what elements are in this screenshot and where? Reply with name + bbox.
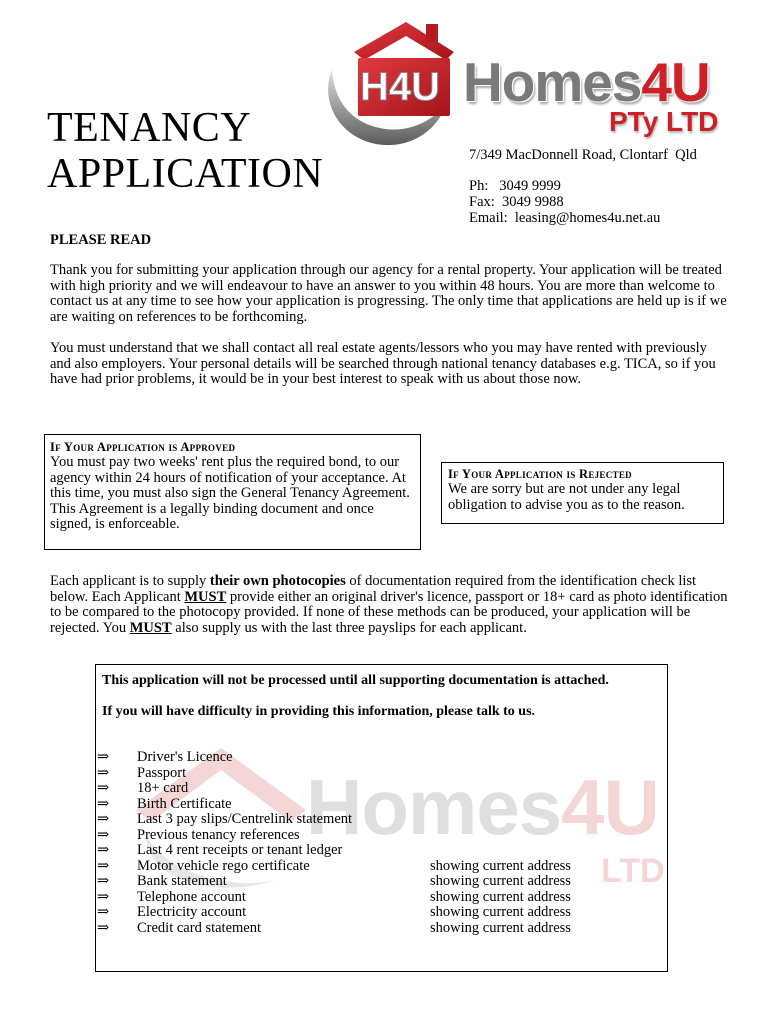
approved-info-box (44, 434, 421, 550)
rejected-box-body: We are sorry but are not under any legal obligation to advise you as to the reason. (448, 481, 685, 513)
checklist-item-note: showing current address (430, 873, 571, 889)
right-double-arrow-icon: ⇒ (97, 780, 110, 796)
checklist-item-label: Telephone account (137, 888, 246, 905)
brand-subtitle: PTy LTD (609, 106, 719, 137)
right-double-arrow-icon: ⇒ (97, 857, 110, 874)
checklist-item-label: Credit card statement (137, 919, 262, 936)
right-double-arrow-icon: ⇒ (97, 764, 110, 781)
right-double-arrow-icon: ⇒ (97, 842, 110, 858)
checklist-item-note: showing current address (430, 888, 571, 905)
checklist-item-label: Electricity account (137, 904, 247, 920)
svg-text:H4U: H4U (360, 65, 441, 109)
approved-box-title: If Your Application is Approved (50, 440, 236, 454)
checklist-item-label: Last 4 rent receipts or tenant ledger (137, 842, 343, 858)
intro-paragraph-2: You must understand that we shall contact all real estate agents/lessors who you may have rented with previously and also employers. Your personal details will be searched through national tenancy databases e.g. TICA, so if you have had prior problems, it would be in your best interest to speak with us about those now. (50, 340, 716, 387)
right-double-arrow-icon: ⇒ (97, 919, 110, 936)
checklist-item-label: Bank statement (137, 873, 227, 889)
agency-phone: Ph: 3049 9999 (469, 178, 561, 194)
brand-name: Homes4U (463, 51, 710, 113)
checklist-item-label: 18+ card (137, 780, 189, 796)
agency-fax: Fax: 3049 9988 (469, 194, 564, 210)
checklist-item-label: Birth Certificate (137, 795, 232, 812)
right-double-arrow-icon: ⇒ (97, 749, 110, 765)
rejected-info-box (441, 462, 724, 524)
checklist-item-note: showing current address (430, 857, 571, 874)
checklist-item-label: Driver's Licence (137, 749, 233, 765)
right-double-arrow-icon: ⇒ (97, 873, 110, 889)
right-double-arrow-icon: ⇒ (97, 888, 110, 905)
document-title: TENANCY APPLICATION (47, 105, 324, 197)
checklist-item-label: Passport (137, 764, 187, 781)
checklist-item-label: Motor vehicle rego certificate (137, 857, 310, 874)
agency-email: Email: leasing@homes4u.net.au (469, 210, 661, 226)
documentation-notice: This application will not be processed until all supporting documentation is attached. (102, 673, 609, 688)
right-double-arrow-icon: ⇒ (97, 795, 110, 812)
approved-box-body: You must pay two weeks' rent plus the required bond, to our agency within 24 hours of notification of your acceptance. At this time, you must also sign the General Tenancy Agreement. This Agreement is a legally binding document and once signed, is enforceable. (50, 454, 410, 532)
checklist-item-note: showing current address (430, 904, 571, 920)
company-logo-icon (314, 18, 456, 150)
right-double-arrow-icon: ⇒ (97, 811, 110, 827)
right-double-arrow-icon: ⇒ (97, 904, 110, 920)
intro-paragraph-1: Thank you for submitting your application through our agency for a rental property. Your application will be treated with high priority and we will endeavour to have an answer to you within 48 hours. You are more than welcome to contact us at any time to see how your application is progressing. The only time that applications are held up is if we are waiting on references to be forthcoming. (50, 262, 727, 325)
right-double-arrow-icon: ⇒ (97, 826, 110, 843)
difficulty-notice: If you will have difficulty in providing this information, please talk to us. (102, 704, 536, 719)
please-read-heading: PLEASE READ (50, 232, 152, 248)
identification-paragraph: Each applicant is to supply their own photocopies of documentation required from the identification check list below. Each Applicant MUST provide either an original driver's licence, passport or 18+ card as photo identification to be compared to the photocopy provided. If none of these methods can be produced, your application will be rejected. You MUST also supply us with the last three payslips for each applicant. (50, 573, 728, 636)
rejected-box-title: If Your Application is Rejected (448, 467, 632, 481)
checklist-item-label: Previous tenancy references (137, 826, 300, 843)
checklist-item-label: Last 3 pay slips/Centrelink statement (137, 811, 353, 827)
agency-address: 7/349 MacDonnell Road, Clontarf Qld (469, 147, 697, 163)
checklist-item-note: showing current address (430, 919, 571, 936)
